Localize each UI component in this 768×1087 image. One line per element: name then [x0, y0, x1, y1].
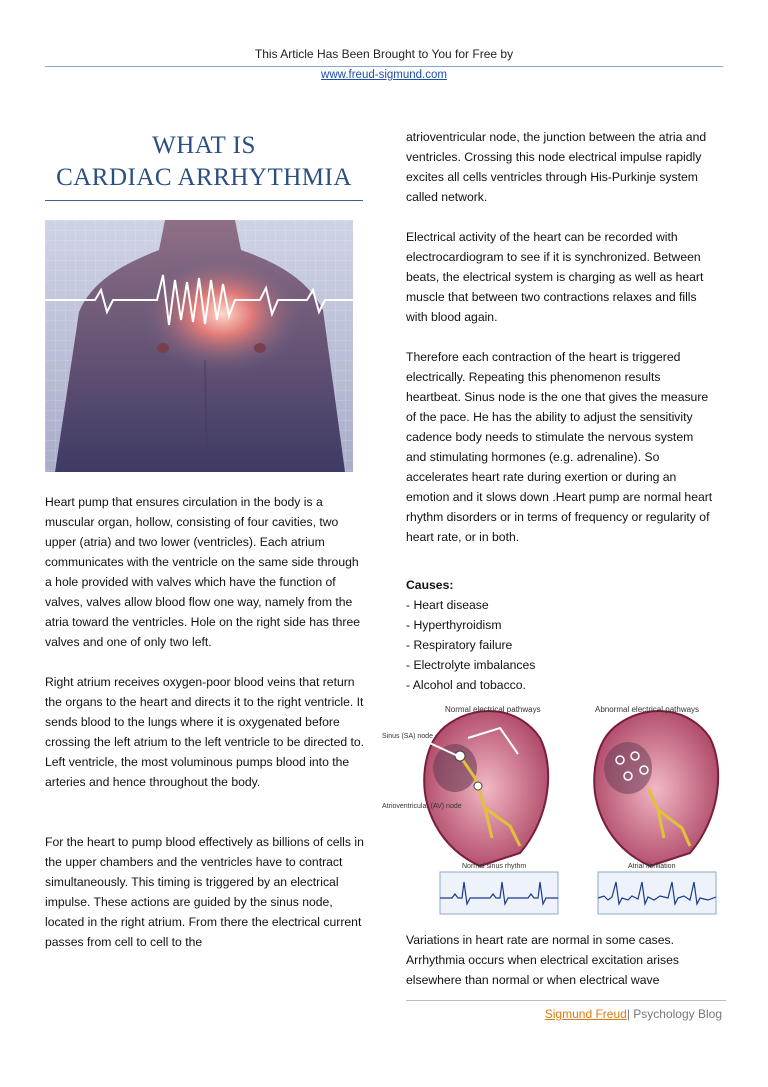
- heart-diagram: [380, 698, 742, 926]
- cause-item: - Respiratory failure: [406, 638, 513, 652]
- footer-text: Psychology Blog: [629, 1007, 722, 1021]
- ecg-afib-label: Atrial fibrillation: [628, 863, 676, 870]
- footer-divider: [406, 1000, 726, 1001]
- footer-separator: |: [626, 1007, 630, 1021]
- right-paragraph-1: atrioventricular node, the junction between the atria and ventricles. Crossing this node electrical impulse rapidly excites all cells ventricles through His-Purkinje system called network.: [406, 130, 707, 204]
- abnormal-pathways-label: Abnormal electrical pathways: [595, 705, 700, 714]
- footer-brand-link[interactable]: Sigmund Freud: [544, 1007, 627, 1021]
- hero-image: [45, 220, 353, 472]
- av-node-label: Atrioventricular (AV) node: [382, 803, 462, 810]
- header-credit: This Article Has Been Brought to You for Free by: [254, 47, 514, 61]
- title-line-1: WHAT IS: [152, 132, 256, 159]
- ecg-normal-label: Normal sinus rhythm: [462, 863, 527, 870]
- website-link[interactable]: www.freud-sigmund.com: [321, 69, 447, 81]
- header-link-wrap: [0, 69, 768, 81]
- ecg-afib-strip: [598, 872, 716, 914]
- right-paragraph-2: Electrical activity of the heart can be recorded with electrocardiogram to see if it is synchronized. Between beats, the electrical system is charging as well as heart muscle that between two contractions relaxes and fills with blood again.: [406, 230, 704, 324]
- ecg-normal-strip: [440, 872, 558, 914]
- chest-ecg-illustration: [45, 220, 353, 472]
- cause-item: - Alcohol and tobacco.: [406, 678, 526, 692]
- normal-pathways-label: Normal electrical pathways: [445, 705, 541, 714]
- left-paragraph-3: For the heart to pump blood effectively as billions of cells in the upper chambers and the ventricles have to contract simultaneously. This timing is triggered by an electrical impulse. These actions are guided by the sinus node, located in the right atrium. From there the electrical current passes from cell to cell to the: [45, 835, 364, 949]
- bottom-right-paragraph: [406, 930, 716, 990]
- title-line-2: CARDIAC ARRHYTHMIA: [56, 164, 352, 191]
- left-column: [45, 492, 365, 952]
- causes-section: [406, 575, 716, 695]
- causes-title: Causes:: [406, 578, 454, 592]
- title-divider: [45, 200, 363, 201]
- sa-node-label: Sinus (SA) node: [382, 733, 433, 740]
- heart-pathways-figure: [380, 698, 742, 926]
- footer: [545, 1007, 722, 1021]
- left-paragraph-1: Heart pump that ensures circulation in the body is a muscular organ, hollow, consisting of four cavities, two upper (atria) and two lower (ventricles). Each atrium communicates with the ventricle on the same side through a hole provided with valves which have the function of valves, valves allow blood flow one way, namely from the atria toward the ventricles. Hole on the right side has three valves and one of only two left.: [45, 495, 361, 649]
- cause-item: - Electrolyte imbalances: [406, 658, 536, 672]
- cause-item: - Hyperthyroidism: [406, 618, 502, 632]
- cause-item: - Heart disease: [406, 598, 489, 612]
- right-paragraph-3: Therefore each contraction of the heart is triggered electrically. Repeating this phenomenon results heartbeat. Sinus node is the one that gives the measure of the pace. He has the ability to adjust the sensitivity cadence body needs to stimulate the nervous system and stimulating hormones (e.g. adrenaline). So accelerates heart rate during exertion or during an emotion and it slows down .Heart pump are normal heart rhythm disorders or in terms of frequency or regularity of heart rate, or in both.: [406, 350, 713, 544]
- left-paragraph-2: Right atrium receives oxygen-poor blood veins that return the organs to the heart and directs it to the right ventricle. It sends blood to the lungs where it is oxygenated before crossing the left atrium to the left ventricle to be directed to. Left ventricle, the most voluminous pumps blood into the arteries and hence throughout the body.: [45, 675, 365, 789]
- header-divider: [45, 66, 723, 67]
- bottom-right-text: Variations in heart rate are normal in some cases. Arrhythmia occurs when electrical excitation arises elsewhere than normal or when electrical wave: [406, 933, 679, 987]
- page-title: [45, 130, 363, 194]
- right-column: [406, 127, 716, 695]
